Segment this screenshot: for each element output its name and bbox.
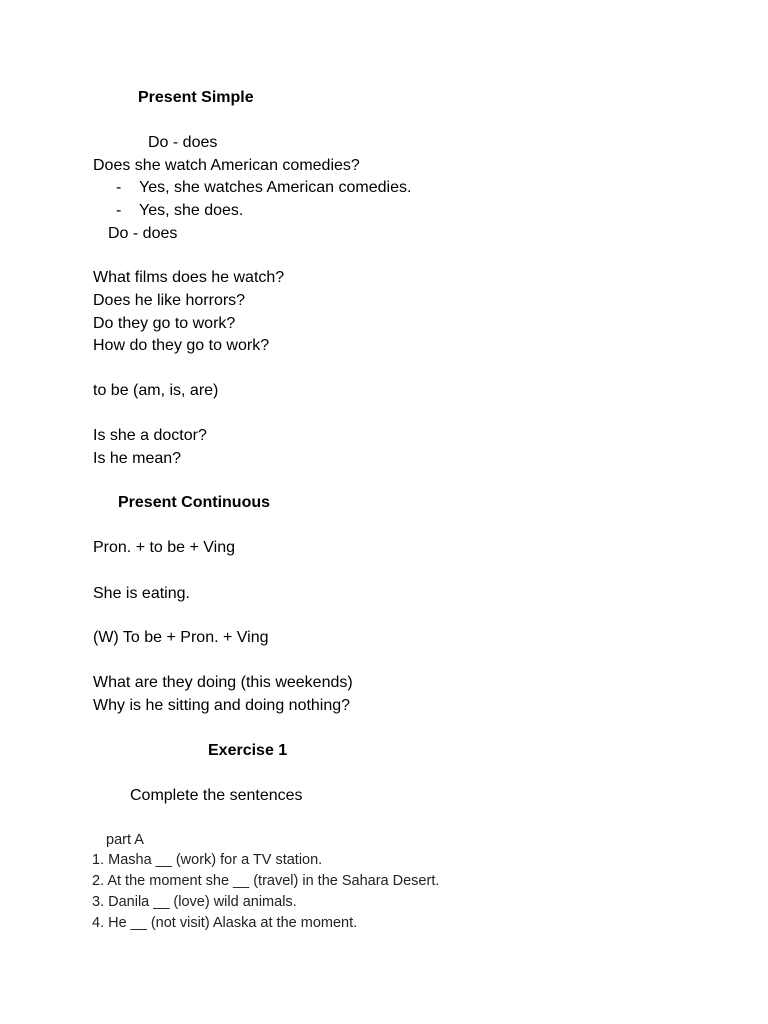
to-be-rule: to be (am, is, are)	[93, 382, 219, 399]
question-line: Is she a doctor?	[93, 427, 207, 444]
exercise-item: 4. He __ (not visit) Alaska at the moment.	[92, 915, 358, 931]
exercise-instruction: Complete the sentences	[130, 787, 303, 804]
exercise-item: 2. At the moment she __ (travel) in the Sahara Desert.	[92, 873, 440, 889]
exercise-title: Exercise 1	[208, 742, 288, 759]
question-line: How do they go to work?	[93, 337, 270, 354]
heading-present-simple: Present Simple	[138, 89, 254, 106]
question-line: What are they doing (this weekends)	[93, 674, 353, 691]
do-does-label: Do - does	[108, 225, 178, 242]
question-line: Why is he sitting and doing nothing?	[93, 697, 351, 714]
bullet-dash: -	[116, 202, 122, 219]
question-line: Does he like horrors?	[93, 292, 246, 309]
exercise-item: 3. Danila __ (love) wild animals.	[92, 894, 297, 910]
heading-present-continuous: Present Continuous	[118, 494, 271, 511]
exercise-item: 1. Masha __ (work) for a TV station.	[92, 852, 323, 868]
question-line: Is he mean?	[93, 450, 182, 467]
question-line: What films does he watch?	[93, 269, 285, 286]
part-label: part A	[106, 832, 144, 848]
answer-line: Yes, she does.	[139, 202, 244, 219]
bullet-dash: -	[116, 179, 122, 196]
formula-line: Pron. + to be + Ving	[93, 539, 236, 556]
question-line: Does she watch American comedies?	[93, 157, 360, 174]
question-line: Do they go to work?	[93, 315, 236, 332]
example-line: She is eating.	[93, 585, 190, 602]
do-does-label: Do - does	[148, 134, 218, 151]
formula-line: (W) To be + Pron. + Ving	[93, 629, 269, 646]
answer-line: Yes, she watches American comedies.	[139, 179, 412, 196]
